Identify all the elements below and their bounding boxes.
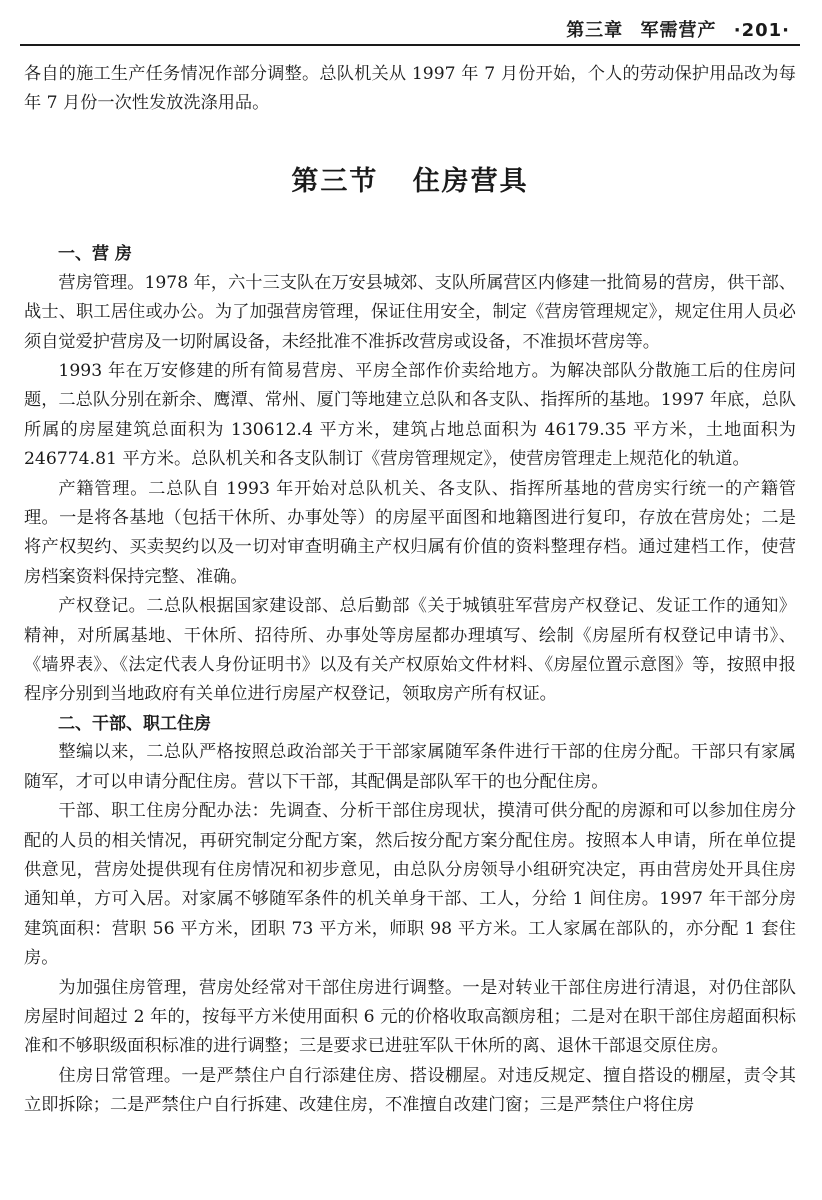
page-body <box>24 60 796 1121</box>
subheading-cadre-housing: 二、干部、职工住房 <box>58 713 211 734</box>
paragraph-intro: 各自的施工生产任务情况作部分调整。总队机关从 1997 年 7 月份开始，个人的劳动保护用品改为每年 7 月份一次性发放洗涤用品。 <box>24 64 796 114</box>
paragraph: 整编以来，二总队严格按照总政治部关于干部家属随军条件进行干部的住房分配。干部只有家属随军，才可以申请分配住房。营以下干部，其配偶是部队军干的也分配住房。 <box>24 742 796 792</box>
running-head <box>556 16 790 42</box>
paragraph: 为加强住房管理，营房处经常对干部住房进行调整。一是对转业干部住房进行清退，对仍住部队房屋时间超过 2 年的，按每平方米使用面积 6 元的价格收取高额房租；二是对在职干部住房超面积标准和不够职级面积标准的进行调整；三是要求已进驻军队干休所的离、退休干部退交原住房。 <box>24 977 796 1057</box>
paragraph: 产权登记。二总队根据国家建设部、总后勤部《关于城镇驻军营房产权登记、发证工作的通知》精神，对所属基地、干休所、招待所、办事处等房屋都办理填写、绘制《房屋所有权登记申请书》、《墙界表》、《法定代表人身份证明书》以及有关产权原始文件材料、《房屋位置示意图》等，按照申报程序分别到当地政府有关单位进行房屋产权登记，领取房产所有权证。 <box>24 596 796 705</box>
section-title: 第三节 住房营具 <box>291 165 529 197</box>
paragraph: 1993 年在万安修建的所有简易营房、平房全部作价卖给地方。为解决部队分散施工后的住房问题，二总队分别在新余、鹰潭、常州、厦门等地建立总队和各支队、指挥所的基地。1997 年底，总队所属的房屋建筑总面积为 130612.4 平方米，建筑占地总面积为 46179.35 平方米，土地面积为 246774.81 平方米。总队机关和各支队制订《营房管理规定》，使营房管理走上规范化的轨道。 <box>24 360 796 470</box>
header-rule <box>20 44 800 46</box>
paragraph: 产籍管理。二总队自 1993 年开始对总队机关、各支队、指挥所基地的营房实行统一的产籍管理。一是将各基地（包括干休所、办事处等）的房屋平面图和地籍图进行复印，存放在营房处；二是将产权契约、买卖契约以及一切对审查明确主产权归属有价值的资料整理存档。通过建档工作，使营房档案资料保持完整、准确。 <box>24 478 796 587</box>
chapter-title: 军需营产 <box>640 20 717 41</box>
paragraph: 住房日常管理。一是严禁住户自行添建住房、搭设棚屋。对违反规定、擅自搭设的棚屋，责令其立即拆除；二是严禁住户自行拆建、改建住房，不准擅自改建门窗；三是严禁住户将住房 <box>24 1065 796 1116</box>
subheading-barracks: 一、营 房 <box>58 244 132 265</box>
chapter-number: 第三章 <box>566 20 624 41</box>
paragraph: 营房管理。1978 年，六十三支队在万安县城郊、支队所属营区内修建一批简易的营房，供干部、战士、职工居住或办公。为了加强营房管理，保证住用安全，制定《营房管理规定》，规定住用人员必须自觉爱护营房及一切附属设备，未经批准不准拆改营房或设备，不准损坏营房等。 <box>24 272 796 352</box>
paragraph: 干部、职工住房分配办法：先调查、分析干部住房现状，摸清可供分配的房源和可以参加住房分配的人员的相关情况，再研究制定分配方案，然后按分配方案分配住房。按照本人申请，所在单位提供意见，营房处提供现有住房情况和初步意见，由总队分房领导小组研究决定，再由营房处开具住房通知单，方可入居。对家属不够随军条件的机关单身干部、工人，分给 1 间住房。1997 年干部分房建筑面积：营职 56 平方米，团职 73 平方米，师职 98 平方米。工人家属在部队的，亦分配 1 套住房。 <box>24 801 796 969</box>
page-number: ·201· <box>733 20 790 41</box>
page-header <box>0 0 822 46</box>
